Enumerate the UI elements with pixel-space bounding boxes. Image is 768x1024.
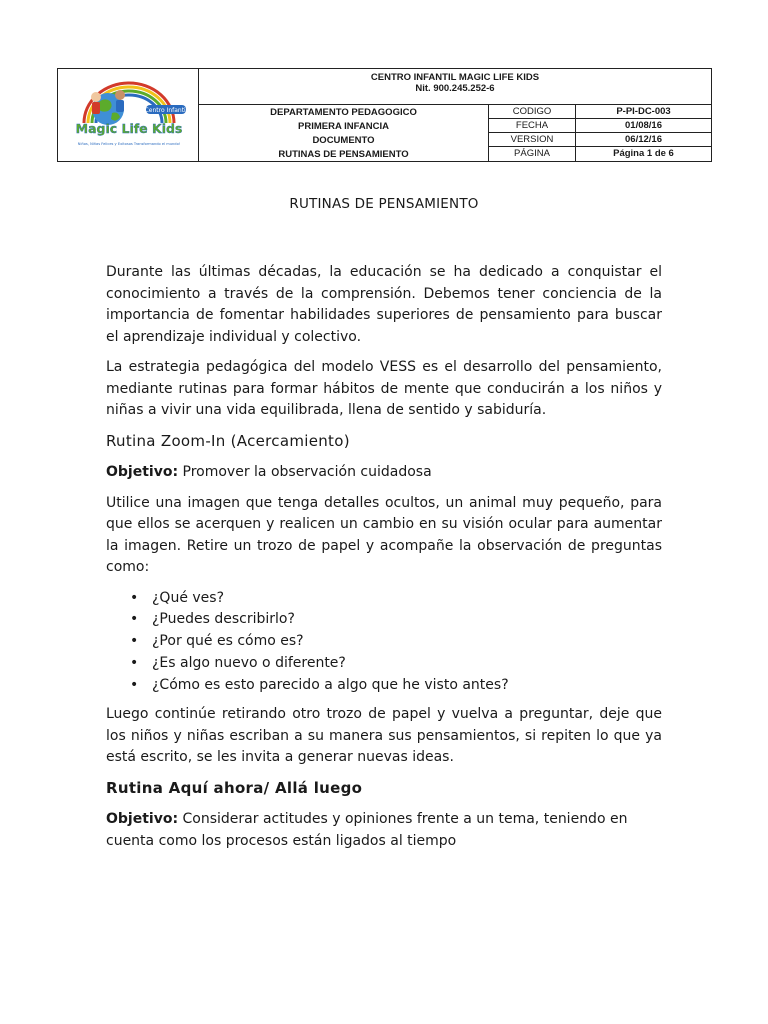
bullet: • [130,611,139,628]
list-item [130,588,662,610]
objective-label: Objetivo: [106,811,179,828]
meta-key: PÁGINA [489,147,576,161]
org-nit: Nit. 900.245.252-6 [415,83,495,94]
meta-value: P-PI-DC-003 [616,106,671,117]
objective-label: Objetivo: [106,464,179,480]
department-cell [199,105,489,161]
dept-line: PRIMERA INFANCIA [298,121,389,132]
question-list [106,588,662,697]
bullet: • [130,633,139,650]
list-item [130,653,662,675]
list-item [130,609,662,631]
org-title-cell [199,69,711,105]
objective-line [106,809,662,852]
logo-small-text: Centro Infantil [144,107,188,114]
document-body [106,262,662,861]
question-text: ¿Cómo es esto parecido a algo que he visto antes? [152,676,509,693]
list-item [130,631,662,653]
logo-cell [58,69,199,161]
routine-heading: Rutina Zoom-In (Acercamiento) [106,431,350,450]
question-text: ¿Por qué es cómo es? [152,633,304,650]
dept-line: DOCUMENTO [312,135,375,146]
question-text: ¿Qué ves? [152,589,225,606]
meta-value: 01/08/16 [625,120,662,131]
objective-text: Considerar actitudes y opiniones frente a un tema, teniendo en cuenta como los procesos están ligados al tiempo [106,811,628,849]
dept-line: RUTINAS DE PENSAMIENTO [278,149,409,160]
meta-value: 06/12/16 [625,134,662,145]
document-title: RUTINAS DE PENSAMIENTO [289,196,479,212]
routine-heading: Rutina Aquí ahora/ Allá luego [106,778,363,797]
intro-paragraph: La estrategia pedagógica del modelo VESS es el desarrollo del pensamiento, mediante rutinas para formar hábitos de mente que conducirán a los niños y niñas a vivir una vida equilibrada, llena de sentido y sabiduría. [106,359,662,418]
org-name: CENTRO INFANTIL MAGIC LIFE KIDS [370,72,540,83]
bullet: • [130,676,139,693]
bullet: • [130,589,139,606]
bullet: • [130,654,139,671]
list-item [130,675,662,697]
objective-text: Promover la observación cuidadosa [178,464,432,480]
dept-line: DEPARTAMENTO PEDAGOGICO [270,107,417,118]
meta-key: CODIGO [489,105,576,118]
logo-name: Magic Life Kids [75,121,183,136]
meta-row-codigo [489,105,711,119]
routine-paragraph: Luego continúe retirando otro trozo de papel y vuelva a preguntar, deje que los niños y niñas escriban a su manera sus pensamientos, si repiten lo que ya está escrito, se les invita a generar nuevas ideas. [106,706,662,766]
document-header-table [57,68,712,162]
meta-key: FECHA [489,119,576,132]
meta-value: Página 1 de 6 [613,148,674,159]
meta-row-pagina [489,147,711,161]
meta-row-version [489,133,711,147]
meta-row-fecha [489,119,711,133]
question-text: ¿Es algo nuevo o diferente? [152,654,346,671]
routine-paragraph: Utilice una imagen que tenga detalles ocultos, un animal muy pequeño, para que ellos se acerquen y realicen un cambio en su visión ocular para aumentar la imagen. Retire un trozo de papel y acompañe la observación de preguntas como: [106,494,662,575]
objective-line [106,462,662,484]
question-text: ¿Puedes describirlo? [152,611,295,628]
intro-paragraph: Durante las últimas décadas, la educación se ha dedicado a conquistar el conocimiento a través de la comprensión. Debemos tener conciencia de la importancia de fomentar habilidades superiores de pensamiento para buscar el aprendizaje individual y colectivo. [106,264,662,345]
meta-key: VERSION [489,133,576,146]
logo-tagline: Niños, Niñas Felices y Exitosos Transformando el mundo! [77,142,181,146]
magic-life-kids-logo [66,75,192,155]
